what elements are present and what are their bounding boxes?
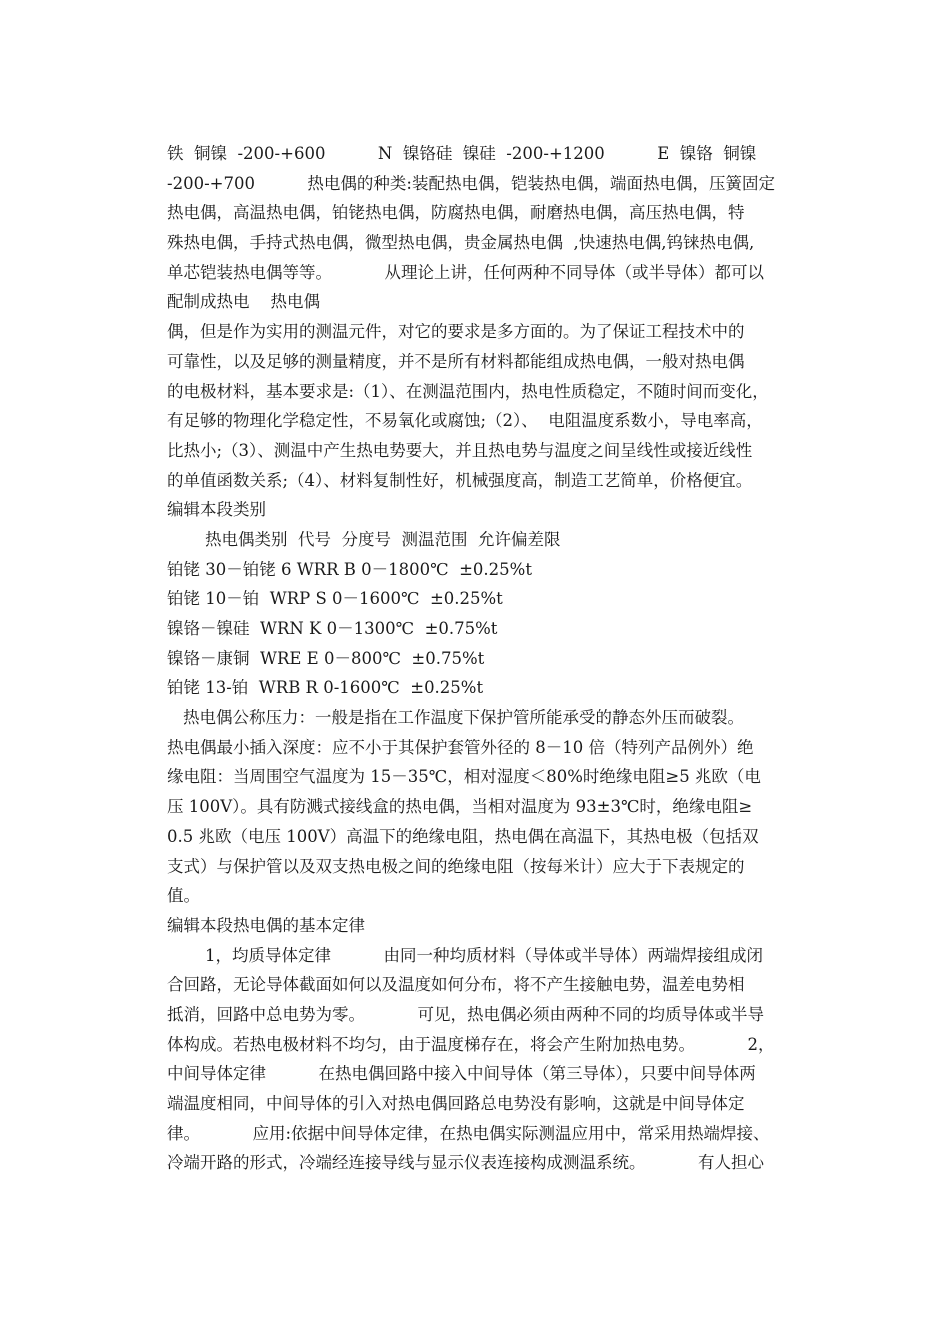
section-heading: 编辑本段类别 bbox=[167, 500, 266, 520]
text-line: 值。 bbox=[167, 886, 200, 906]
text-line: 热电偶，高温热电偶，铂铑热电偶，防腐热电偶，耐磨热电偶，高压热电偶，特 bbox=[167, 203, 745, 223]
text-line: -200-+700 热电偶的种类:装配热电偶，铠装热电偶，端面热电偶，压簧固定 bbox=[167, 173, 775, 193]
text-line: 的电极材料，基本要求是:（1）、在测温范围内，热电性质稳定，不随时间而变化， bbox=[167, 381, 769, 401]
text-line: 有足够的物理化学稳定性，不易氧化或腐蚀;（2）、 电阻温度系数小，导电率高， bbox=[167, 411, 763, 431]
document-page bbox=[167, 139, 787, 1178]
text-line: 缘电阻：当周围空气温度为 15－35℃，相对湿度＜80%时绝缘电阻≥5 兆欧（电 bbox=[167, 767, 761, 787]
text-line: 支式）与保护管以及双支热电极之间的绝缘电阻（按每米计）应大于下表规定的 bbox=[167, 856, 745, 876]
section-heading: 编辑本段热电偶的基本定律 bbox=[167, 915, 365, 935]
text-line: 中间导体定律 在热电偶回路中接入中间导体（第三导体），只要中间导体两 bbox=[167, 1064, 756, 1084]
text-line: 冷端开路的形式，冷端经连接导线与显示仪表连接构成测温系统。 有人担心 bbox=[167, 1153, 764, 1173]
text-line: 单芯铠装热电偶等等。 从理论上讲，任何两种不同导体（或半导体）都可以 bbox=[167, 262, 764, 282]
table-row: 镍铬－镍硅 WRN K 0－1300℃ ±0.75%t bbox=[167, 619, 498, 638]
text-line: 合回路，无论导体截面如何以及温度如何分布，将不产生接触电势，温差电势相 bbox=[167, 975, 745, 995]
text-line: 的单值函数关系;（4）、材料复制性好，机械强度高，制造工艺简单，价格便宜。 bbox=[167, 470, 753, 490]
text-line: 体构成。若热电极材料不均匀，由于温度梯存在，将会产生附加热电势。 2， bbox=[167, 1034, 775, 1054]
text-line: 端温度相同，中间导体的引入对热电偶回路总电势没有影响，这就是中间导体定 bbox=[167, 1094, 745, 1113]
text-line: 可靠性，以及足够的测量精度，并不是所有材料都能组成热电偶，一般对热电偶 bbox=[167, 351, 745, 371]
text-line: 配制成热电 热电偶 bbox=[167, 292, 320, 312]
table-row: 铂铑 10－铂 WRP S 0－1600℃ ±0.25%t bbox=[167, 589, 503, 609]
text-line: 热电偶公称压力：一般是指在工作温度下保护管所能承受的静态外压而破裂。 bbox=[183, 708, 744, 728]
text-line: 偶，但是作为实用的测温元件，对它的要求是多方面的。为了保证工程技术中的 bbox=[167, 322, 745, 342]
text-line: 殊热电偶，手持式热电偶，微型热电偶，贵金属热电偶 ,快速热电偶,钨铼热电偶, bbox=[167, 233, 755, 253]
text-line: 1，均质导体定律 由同一种均质材料（导体或半导体）两端焊接组成闭 bbox=[205, 945, 763, 965]
text-line: 0.5 兆欧（电压 100V）高温下的绝缘电阻，热电偶在高温下，其热电极（包括双 bbox=[167, 826, 759, 846]
text-line: 比热小;（3）、测温中产生热电势要大，并且热电势与温度之间呈线性或接近线性 bbox=[167, 440, 753, 460]
text-line: 抵消，回路中总电势为零。 可见，热电偶必须由两种不同的均质导体或半导 bbox=[167, 1004, 764, 1024]
table-row: 铂铑 30－铂铑 6 WRR B 0－1800℃ ±0.25%t bbox=[167, 559, 532, 579]
text-line: 热电偶最小插入深度：应不小于其保护套管外径的 8－10 倍（特列产品例外）绝 bbox=[167, 737, 754, 757]
text-line: 铁 铜镍 -200-+600 N 镍铬硅 镍硅 -200-+1200 E 镍铬 铜镍 bbox=[167, 144, 757, 163]
text-line: 压 100V）。具有防溅式接线盒的热电偶，当相对温度为 93±3℃时，绝缘电阻≥ bbox=[167, 797, 753, 817]
table-row: 铂铑 13-铂 WRB R 0-1600℃ ±0.25%t bbox=[167, 678, 484, 698]
table-header-row: 热电偶类别 代号 分度号 测温范围 允许偏差限 bbox=[205, 529, 561, 549]
text-line: 律。 应用:依据中间导体定律，在热电偶实际测温应用中，常采用热端焊接、 bbox=[167, 1123, 770, 1143]
table-row: 镍铬－康铜 WRE E 0－800℃ ±0.75%t bbox=[167, 648, 485, 668]
